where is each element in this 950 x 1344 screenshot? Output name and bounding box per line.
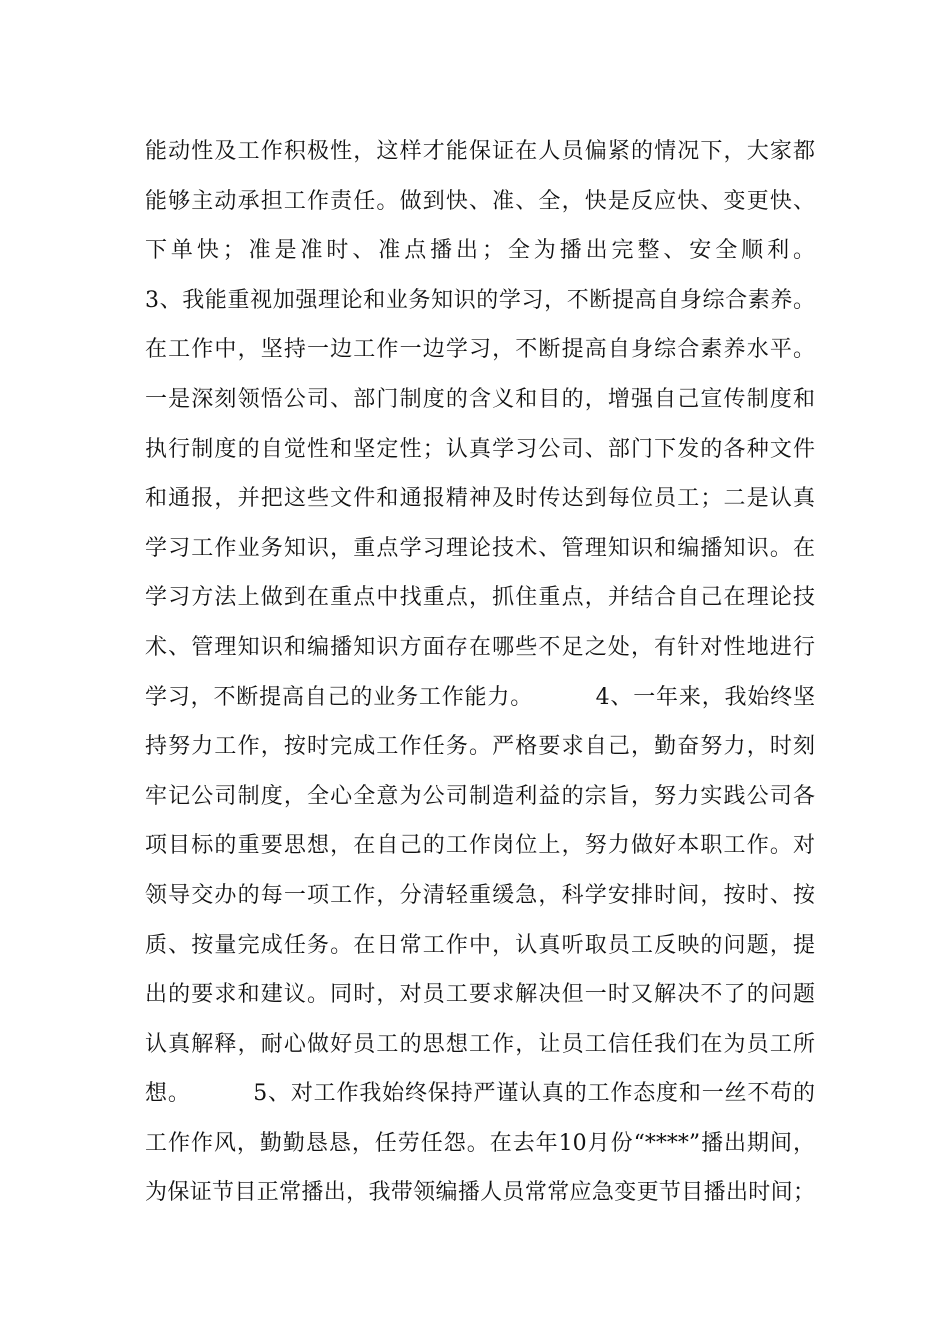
text-line: 想。 5、对工作我始终保持严谨认真的工作态度和一丝不苟的 (145, 1081, 815, 1107)
text-line: 为保证节目正常播出，我带领编播人员常常应急变更节目播出时间； (145, 1180, 815, 1206)
text-line: 学习方法上做到在重点中找重点，抓住重点，并结合自己在理论技 (145, 585, 815, 611)
text-line: 术、管理知识和编播知识方面存在哪些不足之处，有针对性地进行 (145, 634, 815, 660)
text-line: 出的要求和建议。同时，对员工要求解决但一时又解决不了的问题 (145, 982, 815, 1008)
text-line: 能够主动承担工作责任。做到快、准、全，快是反应快、变更快、 (145, 188, 815, 214)
text-line: 牢记公司制度，全心全意为公司制造利益的宗旨，努力实践公司各 (145, 783, 815, 809)
text-line: 学习工作业务知识，重点学习理论技术、管理知识和编播知识。在 (145, 535, 815, 561)
text-line: 执行制度的自觉性和坚定性；认真学习公司、部门下发的各种文件 (145, 436, 815, 462)
body-text (145, 133, 815, 1224)
text-line: 和通报，并把这些文件和通报精神及时传达到每位员工；二是认真 (145, 486, 815, 512)
text-line: 3、我能重视加强理论和业务知识的学习，不断提高自身综合素养。 (145, 287, 815, 313)
text-line: 学习，不断提高自己的业务工作能力。 4、一年来，我始终坚 (145, 684, 815, 710)
text-line: 工作作风，勤勤恳恳，任劳任怨。在去年10月份“****”播出期间， (145, 1130, 815, 1156)
text-line: 持努力工作，按时完成工作任务。严格要求自己，勤奋努力，时刻 (145, 734, 815, 760)
text-line: 认真解释，耐心做好员工的思想工作，让员工信任我们在为员工所 (145, 1031, 815, 1057)
text-line: 一是深刻领悟公司、部门制度的含义和目的，增强自己宣传制度和 (145, 386, 815, 412)
text-line: 下单快；准是准时、准点播出；全为播出完整、安全顺利。 (145, 238, 815, 264)
text-line: 质、按量完成任务。在日常工作中，认真听取员工反映的问题，提 (145, 932, 815, 958)
text-line: 在工作中，坚持一边工作一边学习，不断提高自身综合素养水平。 (145, 337, 815, 363)
text-line: 能动性及工作积极性，这样才能保证在人员偏紧的情况下，大家都 (145, 139, 815, 164)
text-line: 领导交办的每一项工作，分清轻重缓急，科学安排时间，按时、按 (145, 882, 815, 908)
text-line: 项目标的重要思想，在自己的工作岗位上，努力做好本职工作。对 (145, 833, 815, 859)
